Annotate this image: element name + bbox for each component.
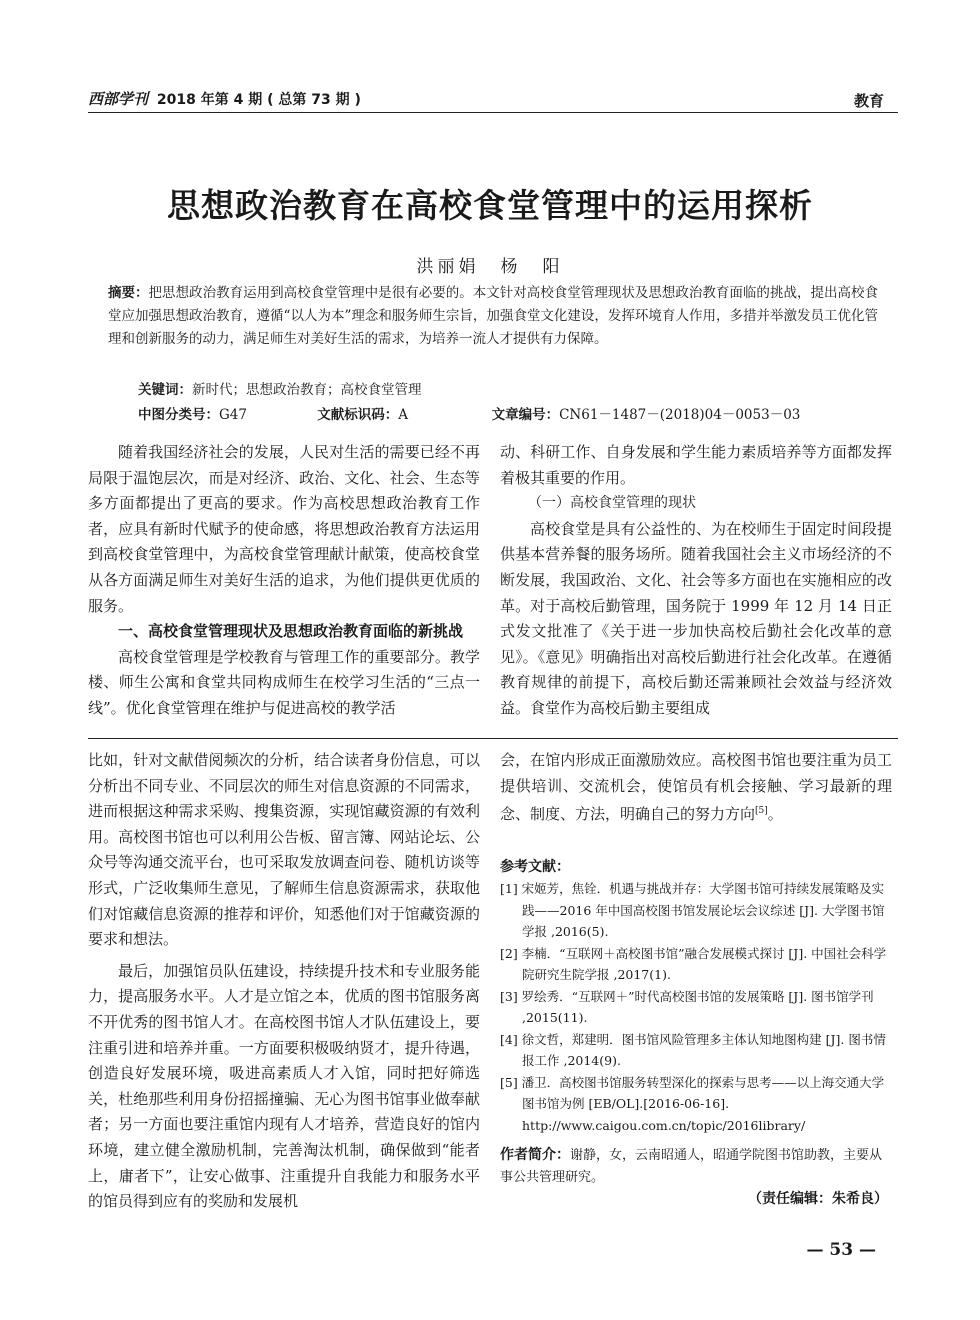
paragraph: 比如，针对文献借阅频次的分析，结合读者身份信息，可以分析出不同专业、不同层次的师生对信息资源的不同需求，进而根据这种需求采购、搜集资源，实现馆藏资源的有效利用。高校图书馆也可以利用公告板、留言簿、网站论坛、公众号等沟通交流平台，也可采取发放调查问卷、随机访谈等形式，广泛收集师生意见，了解师生信息资源需求，获取他们对馆藏信息资源的推荐和评价，知悉他们对于馆藏资源的要求和想法。 [88,751,480,949]
references-title: 参考文献： [500,859,570,875]
reference-item: [4] 徐文哲，郑建明．图书馆风险管理多主体认知地图构建 [J]. 图书情报工作 ,2014(9). [500,1031,886,1068]
responsible-editor: （责任编辑：朱希良） [748,1191,888,1207]
article-authors: 洪丽娟 杨 阳 [416,257,564,277]
abstract-text: 把思想政治教育运用到高校食堂管理中是很有必要的。本文针对高校食堂管理现状及思想政治教育面临的挑战，提出高校食堂应加强思想政治教育，遵循“以人为本”理念和服务师生宗旨，加强食堂文化建设，发挥环境育人作用，多措并举激发员工优化管理和创新服务的动力，满足师生对美好生活的需求，为培养一流人才提供有力保障。 [108,285,879,347]
section-heading: 一、高校食堂管理现状及思想政治教育面临的新挑战 [118,622,464,641]
author-bio-label: 作者简介： [500,1147,570,1163]
author-bio-text: 谢静，女，云南昭通人，昭通学院图书馆助教，主要从事公共管理研究。 [500,1148,883,1185]
author-bio [500,1144,892,1189]
section-divider-rule [88,738,898,739]
reference-item: [2] 李楠．“互联网＋高校图书馆”融合发展模式探讨 [J]. 中国社会科学院研究生院学报 ,2017(1). [500,945,887,982]
keywords [138,378,422,398]
section-tag: 教育 [853,92,884,110]
keywords-label: 关键词： [138,382,192,398]
body-column-3 [88,748,480,1215]
reference-item: [3] 罗绘秀．“互联网＋”时代高校图书馆的发展策略 [J]. 图书馆学刊 ,2015(11). [500,988,874,1025]
page-number: — 53 — [806,1240,876,1260]
references-list [500,878,892,1136]
journal-name: 西部学刊 [88,90,149,108]
header-rule [88,112,898,113]
reference-item: [5] 潘卫．高校图书馆服务转型深化的探索与思考——以上海交通大学图书馆为例 [EB/OL].[2016-06-16]. http://www.caigou.com.cn/topic/2016library/ [500,1074,885,1133]
abstract-label: 摘要： [108,285,149,301]
body-column-2 [500,440,892,722]
citation-marker: [5] [755,806,768,817]
article-number: 文章编号：CN61－1487－(2018)04－0053－03 [491,407,801,423]
reference-item: [1] 宋姬芳，焦铨．机遇与挑战并存：大学图书馆可持续发展策略及实践——2016 年中国高校图书馆发展论坛会议综述 [J]. 大学图书馆学报 ,2016(5). [500,881,885,939]
paragraph: 高校食堂管理是学校教育与管理工作的重要部分。教学楼、师生公寓和食堂共同构成师生在校学习生活的“三点一线”。优化食堂管理在维护与促进高校的教学活 [88,647,480,717]
paragraph: 高校食堂是具有公益性的、为在校师生于固定时间段提供基本营养餐的服务场所。随着我国社会主义市场经济的不断发展，我国政治、文化、社会等多方面也在实施相应的改革。对于高校后勤管理，国务院于 1999 年 12 月 14 日正式发文批准了《关于进一步加快高校后勤社会化改革的意见》。《意见》明确指出对高校后勤进行社会化改革。在遵循教育规律的前提下，高校后勤还需兼顾社会效益与经济效益。食堂作为高校后勤主要组成 [500,519,892,717]
subsection-heading: （一）高校食堂管理的现状 [528,495,696,512]
clc: 中图分类号：G47 [138,407,247,423]
article-title: 思想政治教育在高校食堂管理中的运用探析 [167,186,813,225]
paragraph: 会，在馆内形成正面激励效应。高校图书馆也要注重为员工提供培训、交流机会，使馆员有机会接触、学习最新的理念、制度、方法，明确自己的努力方向[5]。 [500,751,892,824]
paragraph: 随着我国经济社会的发展，人民对生活的需要已经不再局限于温饱层次，而是对经济、政治、文化、社会、生态等多方面都提出了更高的要求。作为高校思想政治教育工作者，应具有新时代赋予的使命感，将思想政治教育方法运用到高校食堂管理中，为高校食堂管理献计献策，使高校食堂从各方面满足师生对美好生活的追求，为他们提供更优质的服务。 [88,443,480,615]
doc-code: 文献标识码：A [317,407,409,423]
running-header [88,88,361,109]
body-column-1 [88,440,480,722]
body-column-4 [500,748,892,828]
issue-info: 2018 年第 4 期 ( 总第 73 期 ) [156,92,361,108]
keywords-text: 新时代；思想政治教育；高校食堂管理 [192,382,422,398]
paragraph: 动、科研工作、自身发展和学生能力素质培养等方面都发挥着极其重要的作用。 [500,443,892,487]
abstract [108,282,878,351]
paragraph: 最后，加强馆员队伍建设，持续提升技术和专业服务能力，提高服务水平。人才是立馆之本，优质的图书馆服务离不开优秀的图书馆人才。在高校图书馆人才队伍建设上，要注重引进和培养并重。一方面要积极吸纳贤才，提升待遇，创造良好发展环境，吸进高素质人才入馆，同时把好筛选关，杜绝那些利用身份招摇撞骗、无心为图书馆事业做奉献者；另一方面也要注重馆内现有人才培养，营造良好的馆内环境，建立健全激励机制，完善淘汰机制，确保做到“能者上，庸者下”，让安心做事、注重提升自我能力和服务水平的馆员得到应有的奖励和发展机 [88,961,480,1211]
classification-line [138,403,878,423]
